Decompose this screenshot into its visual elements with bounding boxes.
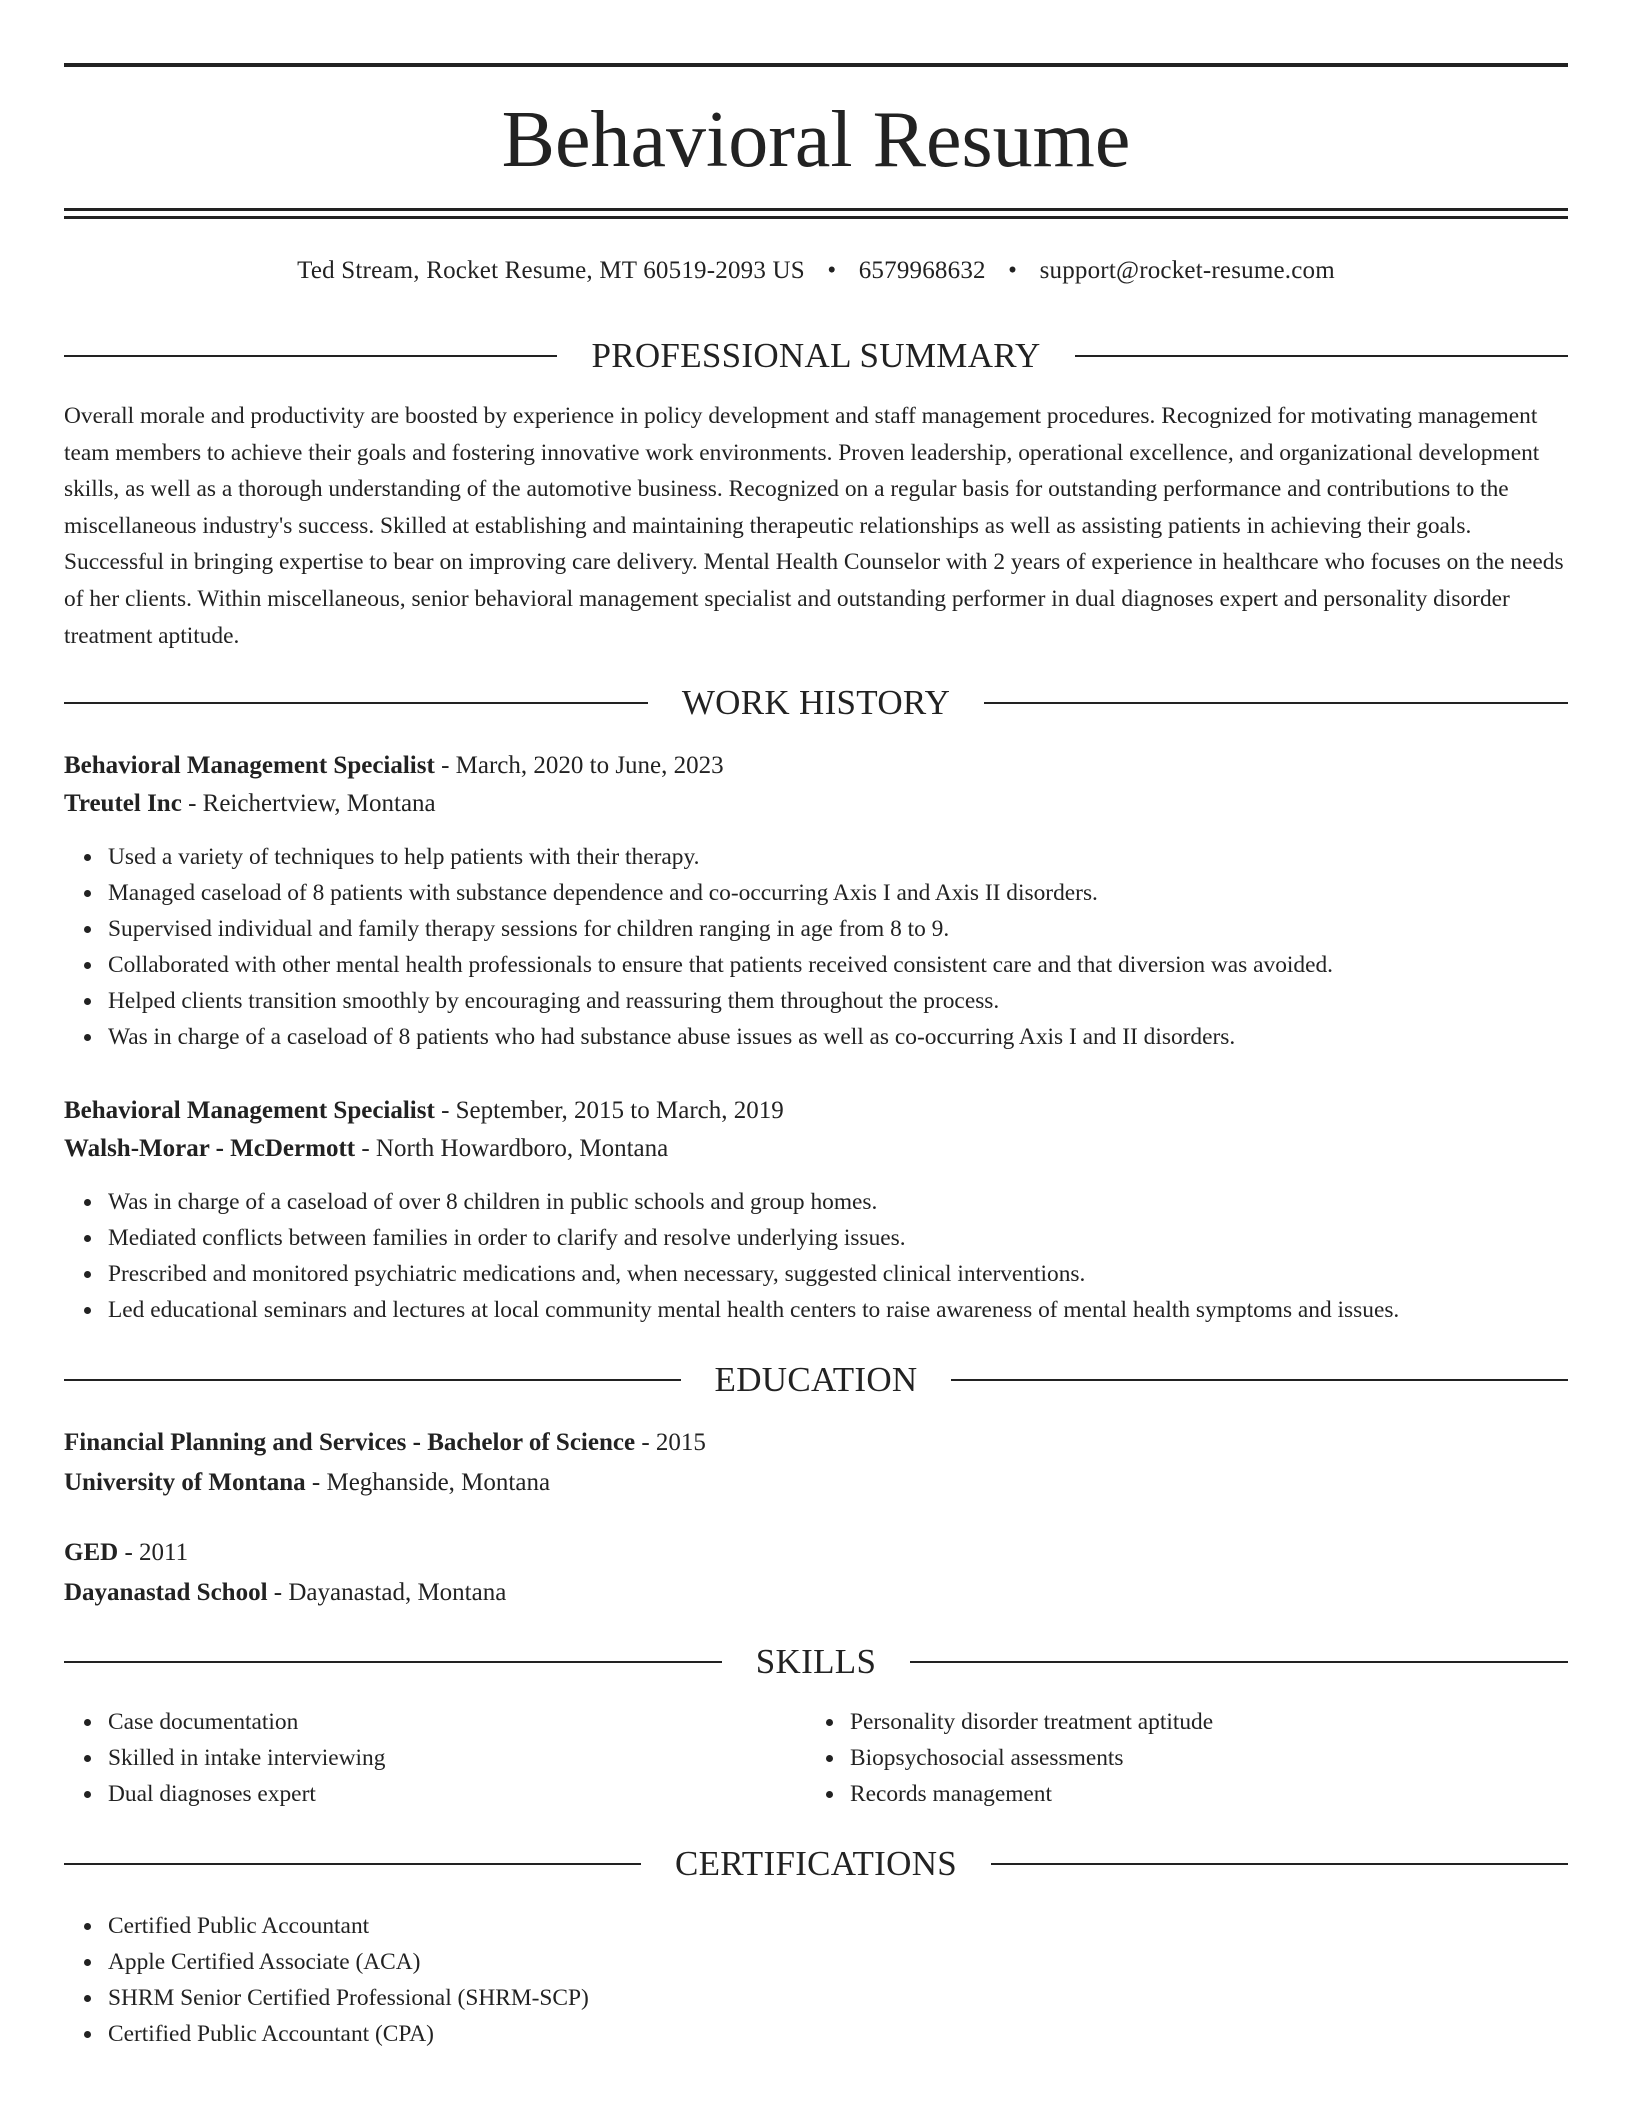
section-rule <box>64 1379 681 1381</box>
job-location: - Reichertview, Montana <box>181 790 436 817</box>
section-header-skills <box>64 1640 1568 1684</box>
education-year: - 2011 <box>118 1539 189 1566</box>
skills-list <box>64 1704 1568 1824</box>
education-degree-line <box>64 1533 1568 1573</box>
job-title: Behavioral Management Specialist <box>64 752 435 779</box>
section-rule <box>64 1863 641 1865</box>
section-rule <box>64 355 557 357</box>
education-school-line <box>64 1573 1568 1613</box>
list-item: Certified Public Accountant (CPA) <box>108 2016 1568 2052</box>
contact-separator: • <box>827 257 837 284</box>
job-entry <box>64 747 1568 1055</box>
list-item: Apple Certified Associate (ACA) <box>108 1944 1568 1980</box>
job-dates: - September, 2015 to March, 2019 <box>434 1097 784 1124</box>
list-item: Prescribed and monitored psychiatric medications and, when necessary, suggested clinical interventions. <box>108 1256 1568 1292</box>
section-rule <box>991 1863 1568 1865</box>
section-rule <box>984 702 1568 704</box>
job-location: - North Howardboro, Montana <box>355 1135 669 1162</box>
section-rule <box>910 1661 1568 1663</box>
education-school: University of Montana <box>64 1469 306 1496</box>
list-item: Managed caseload of 8 patients with substance dependence and co-occurring Axis I and Axis II disorders. <box>108 875 1568 911</box>
section-title: PROFESSIONAL SUMMARY <box>591 336 1041 375</box>
job-entry <box>64 1092 1568 1328</box>
list-item: Supervised individual and family therapy sessions for children ranging in age from 8 to 9. <box>108 911 1568 947</box>
contact-email: support@rocket-resume.com <box>1039 257 1335 284</box>
education-year: - 2015 <box>635 1429 706 1456</box>
list-item: Used a variety of techniques to help patients with their therapy. <box>108 839 1568 875</box>
resume-title: Behavioral Resume <box>501 96 1131 184</box>
list-item: Certified Public Accountant <box>108 1908 1568 1944</box>
education-entry <box>64 1533 1568 1613</box>
education-degree: GED <box>64 1539 119 1566</box>
section-title: SKILLS <box>755 1642 877 1681</box>
job-company: Treutel Inc <box>64 790 182 817</box>
certifications-bullets <box>64 1908 1568 2052</box>
job-company: Walsh-Morar - McDermott <box>64 1135 356 1162</box>
section-title: EDUCATION <box>714 1360 918 1399</box>
list-item: Case documentation <box>108 1704 385 1740</box>
job-bullets <box>64 1184 1568 1328</box>
title-rule-lower <box>64 216 1568 219</box>
education-school: Dayanastad School <box>64 1579 268 1606</box>
list-item: Records management <box>850 1776 1213 1812</box>
education-degree-line <box>64 1423 1568 1463</box>
contact-address: Ted Stream, Rocket Resume, MT 60519-2093 US <box>297 257 805 284</box>
job-title-line <box>64 1092 1568 1130</box>
education-location: - Meghanside, Montana <box>305 1469 551 1496</box>
section-header-work <box>64 681 1568 725</box>
job-company-line <box>64 785 1568 823</box>
contact-phone: 6579968632 <box>858 257 986 284</box>
list-item: Led educational seminars and lectures at local community mental health centers to raise awareness of mental health symptoms and issues. <box>108 1292 1568 1328</box>
education-degree: Financial Planning and Services - Bachelor of Science <box>64 1429 636 1456</box>
list-item: Collaborated with other mental health professionals to ensure that patients received consistent care and that diversion was avoided. <box>108 947 1568 983</box>
education-school-line <box>64 1463 1568 1503</box>
list-item: Skilled in intake interviewing <box>108 1740 385 1776</box>
list-item: Was in charge of a caseload of over 8 children in public schools and group homes. <box>108 1184 1568 1220</box>
list-item: Biopsychosocial assessments <box>850 1740 1213 1776</box>
list-item: Personality disorder treatment aptitude <box>850 1704 1213 1740</box>
section-header-education <box>64 1358 1568 1402</box>
title-rule-upper <box>64 208 1568 211</box>
summary-text: Overall morale and productivity are boosted by experience in policy development and staff management procedures. Recognized for motivating management team members to achieve their goals and fostering innovative work environments. Proven leadership, operational excellence, and organizational development skills, as well as a thorough understanding of the automotive business. Recognized on a regular basis for outstanding performance and contributions to the miscellaneous industry's success. Skilled at establishing and maintaining therapeutic relationships as well as assisting patients in achieving their goals. Successful in bringing expertise to bear on improving care delivery. Mental Health Counselor with 2 years of experience in healthcare who focuses on the needs of her clients. Within miscellaneous, senior behavioral management specialist and outstanding performer in dual diagnoses expert and personality disorder treatment aptitude. <box>64 403 1564 649</box>
section-header-summary <box>64 334 1568 378</box>
job-title: Behavioral Management Specialist <box>64 1097 435 1124</box>
section-rule <box>64 702 648 704</box>
list-item: Mediated conflicts between families in order to clarify and resolve underlying issues. <box>108 1220 1568 1256</box>
education-location: - Dayanastad, Montana <box>267 1579 507 1606</box>
section-title: CERTIFICATIONS <box>674 1844 958 1883</box>
top-rule <box>64 63 1568 67</box>
section-rule <box>1075 355 1568 357</box>
contact-separator: • <box>1008 257 1018 284</box>
education-entry <box>64 1423 1568 1503</box>
skills-column-right <box>806 1704 1213 1812</box>
section-title: WORK HISTORY <box>681 683 951 722</box>
certifications-list <box>64 1908 1568 2052</box>
skills-column-left <box>64 1704 385 1812</box>
list-item: SHRM Senior Certified Professional (SHRM-SCP) <box>108 1980 1568 2016</box>
job-company-line <box>64 1130 1568 1168</box>
list-item: Helped clients transition smoothly by encouraging and reassuring them throughout the process. <box>108 983 1568 1019</box>
section-header-certifications <box>64 1842 1568 1886</box>
section-rule <box>951 1379 1568 1381</box>
section-rule <box>64 1661 722 1663</box>
job-dates: - March, 2020 to June, 2023 <box>434 752 724 779</box>
list-item: Was in charge of a caseload of 8 patients who had substance abuse issues as well as co-occurring Axis I and II disorders. <box>108 1019 1568 1055</box>
list-item: Dual diagnoses expert <box>108 1776 385 1812</box>
job-title-line <box>64 747 1568 785</box>
contact-line <box>64 254 1568 288</box>
job-bullets <box>64 839 1568 1055</box>
